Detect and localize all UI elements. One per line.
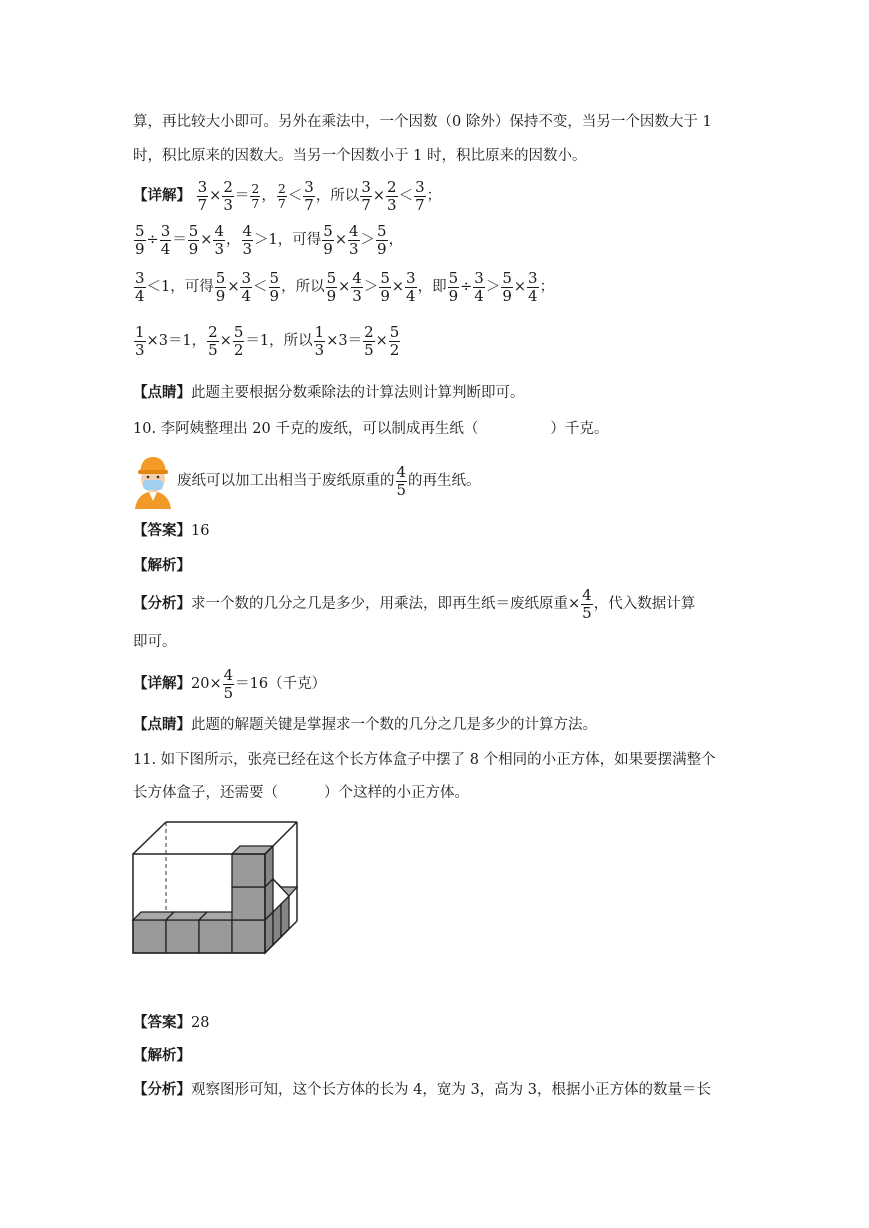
worker-avatar-icon bbox=[131, 451, 175, 509]
question-11-stem: 长方体盒子，还需要（ ）个这样的小正方体。 bbox=[133, 785, 469, 801]
fraction: $\frac{2}{5}$ bbox=[208, 322, 218, 359]
fraction: $\frac{4}{5}$ bbox=[223, 665, 234, 702]
text-line: 时，积比原来的因数大。当另一个因数小于 1 时，积比原来的因数小。 bbox=[133, 148, 587, 164]
fenxi-line: 【分析】观察图形可知，这个长方体的长为 4，宽为 3，高为 3，根据小正方体的数量＝长 bbox=[133, 1081, 712, 1098]
fraction: $\frac{4}{5}$ bbox=[396, 462, 407, 499]
fraction: $\frac{3}{4}$ bbox=[474, 268, 484, 305]
fraction: $\frac{4}{3}$ bbox=[242, 221, 253, 258]
math-line: 【详解】 $\frac{3}{7}$ × $\frac{2}{3}$ ＝ $\frac{2}{7}$ ， $\frac{2}{7}$ ＜ $\frac{3}{7}$ ，所以 $\frac{3}{7}$ × $\frac{2}{3}$ ＜ $\frac{3}{7}$ ； bbox=[133, 177, 442, 214]
fenxi-line: 【分析】求一个数的几分之几是多少，用乘法，即再生纸＝废纸原重× $\frac{4}{5}$ ，代入数据计算 bbox=[133, 585, 696, 622]
fraction: $\frac{1}{3}$ bbox=[314, 322, 325, 359]
tag-jiexi: 【解析】 bbox=[133, 1047, 191, 1064]
fraction: $\frac{4}{3}$ bbox=[214, 221, 224, 258]
xiangjie-line: 【详解】20× $\frac{4}{5}$ ＝16（千克） bbox=[133, 665, 327, 702]
question-11-stem: 11. 如下图所示，张亮已经在这个长方体盒子中摆了 8 个相同的小正方体，如果要摆满整个 bbox=[133, 752, 716, 768]
fraction: $\frac{2}{3}$ bbox=[223, 177, 233, 214]
fraction: $\frac{2}{7}$ bbox=[277, 180, 286, 211]
fraction: $\frac{5}{9}$ bbox=[448, 268, 459, 305]
fraction: $\frac{3}{4}$ bbox=[135, 268, 145, 305]
fraction: $\frac{2}{3}$ bbox=[387, 177, 397, 214]
fraction: $\frac{3}{4}$ bbox=[160, 221, 171, 258]
text-line: 算，再比较大小即可。另外在乘法中，一个因数（0 除外）保持不变，当另一个因数大于 1 bbox=[133, 114, 712, 130]
fraction: $\frac{3}{7}$ bbox=[304, 177, 314, 214]
fraction: $\frac{2}{7}$ bbox=[251, 180, 260, 211]
math-line: $\frac{5}{9}$ ÷ $\frac{3}{4}$ ＝ $\frac{5}{9}$ × $\frac{4}{3}$ ， $\frac{4}{3}$ ＞1，可得 $\frac{5}{9}$ × $\frac{4}{3}$ ＞ $\frac{5}{9}$ ， bbox=[135, 221, 404, 258]
math-line: $\frac{1}{3}$ ×3＝1， $\frac{2}{5}$ × $\frac{5}{2}$ ＝1，所以 $\frac{1}{3}$ ×3＝ $\frac{2}{5}$ × $\frac{5}{2}$ bbox=[135, 322, 400, 359]
dianjing-line: 【点睛】此题的解题关键是掌握求一个数的几分之几是多少的计算方法。 bbox=[133, 716, 597, 733]
fraction: $\frac{5}{2}$ bbox=[233, 322, 244, 359]
fraction: $\frac{5}{9}$ bbox=[269, 268, 280, 305]
fraction: $\frac{5}{9}$ bbox=[188, 221, 199, 258]
tag-jiexi: 【解析】 bbox=[133, 557, 191, 574]
fraction: $\frac{1}{3}$ bbox=[135, 322, 145, 359]
math-line: $\frac{3}{4}$ ＜1，可得 $\frac{5}{9}$ × $\frac{3}{4}$ ＜ $\frac{5}{9}$ ，所以 $\frac{5}{9}$ × $\frac{4}{3}$ ＞ $\frac{5}{9}$ × $\frac{3}{4}$ ，即 $\frac{5}{9}$ ÷ $\frac{3}{4}$ ＞ $\frac{5}{9}$ × $\frac{3}{4}$ ； bbox=[135, 268, 555, 305]
tag-xiangjie: 【详解】 bbox=[133, 187, 191, 204]
answer-line: 【答案】16 bbox=[133, 522, 210, 539]
fraction: $\frac{5}{9}$ bbox=[380, 268, 390, 305]
fraction: $\frac{5}{9}$ bbox=[377, 221, 387, 258]
fraction: $\frac{3}{4}$ bbox=[241, 268, 252, 305]
fraction: $\frac{3}{7}$ bbox=[415, 177, 425, 214]
tag-dianjing: 【点睛】 bbox=[133, 384, 191, 401]
text-line: 即可。 bbox=[133, 634, 177, 650]
fraction: $\frac{5}{9}$ bbox=[323, 221, 333, 258]
fraction: $\frac{5}{2}$ bbox=[389, 322, 400, 359]
fraction: $\frac{4}{3}$ bbox=[348, 221, 359, 258]
fraction: $\frac{3}{4}$ bbox=[528, 268, 538, 305]
answer-line: 【答案】28 bbox=[133, 1014, 210, 1031]
fraction: $\frac{5}{9}$ bbox=[135, 221, 145, 258]
fraction: $\frac{4}{5}$ bbox=[582, 585, 592, 622]
fraction: $\frac{3}{7}$ bbox=[197, 177, 208, 214]
text-line: 【点睛】此题主要根据分数乘除法的计算法则计算判断即可。 bbox=[133, 384, 525, 401]
fraction: $\frac{4}{3}$ bbox=[352, 268, 362, 305]
question-10-hint: 废纸可以加工出相当于废纸原重的 $\frac{4}{5}$ 的再生纸。 bbox=[177, 462, 481, 499]
question-10-stem: 10. 李阿姨整理出 20 千克的废纸，可以制成再生纸（ ）千克。 bbox=[133, 421, 609, 437]
fraction: $\frac{5}{9}$ bbox=[215, 268, 226, 305]
fraction: $\frac{5}{9}$ bbox=[326, 268, 337, 305]
fraction: $\frac{5}{9}$ bbox=[502, 268, 512, 305]
cuboid-box-figure bbox=[131, 820, 299, 956]
fraction: $\frac{3}{4}$ bbox=[406, 268, 416, 305]
fraction: $\frac{2}{5}$ bbox=[364, 322, 374, 359]
fraction: $\frac{3}{7}$ bbox=[361, 177, 371, 214]
